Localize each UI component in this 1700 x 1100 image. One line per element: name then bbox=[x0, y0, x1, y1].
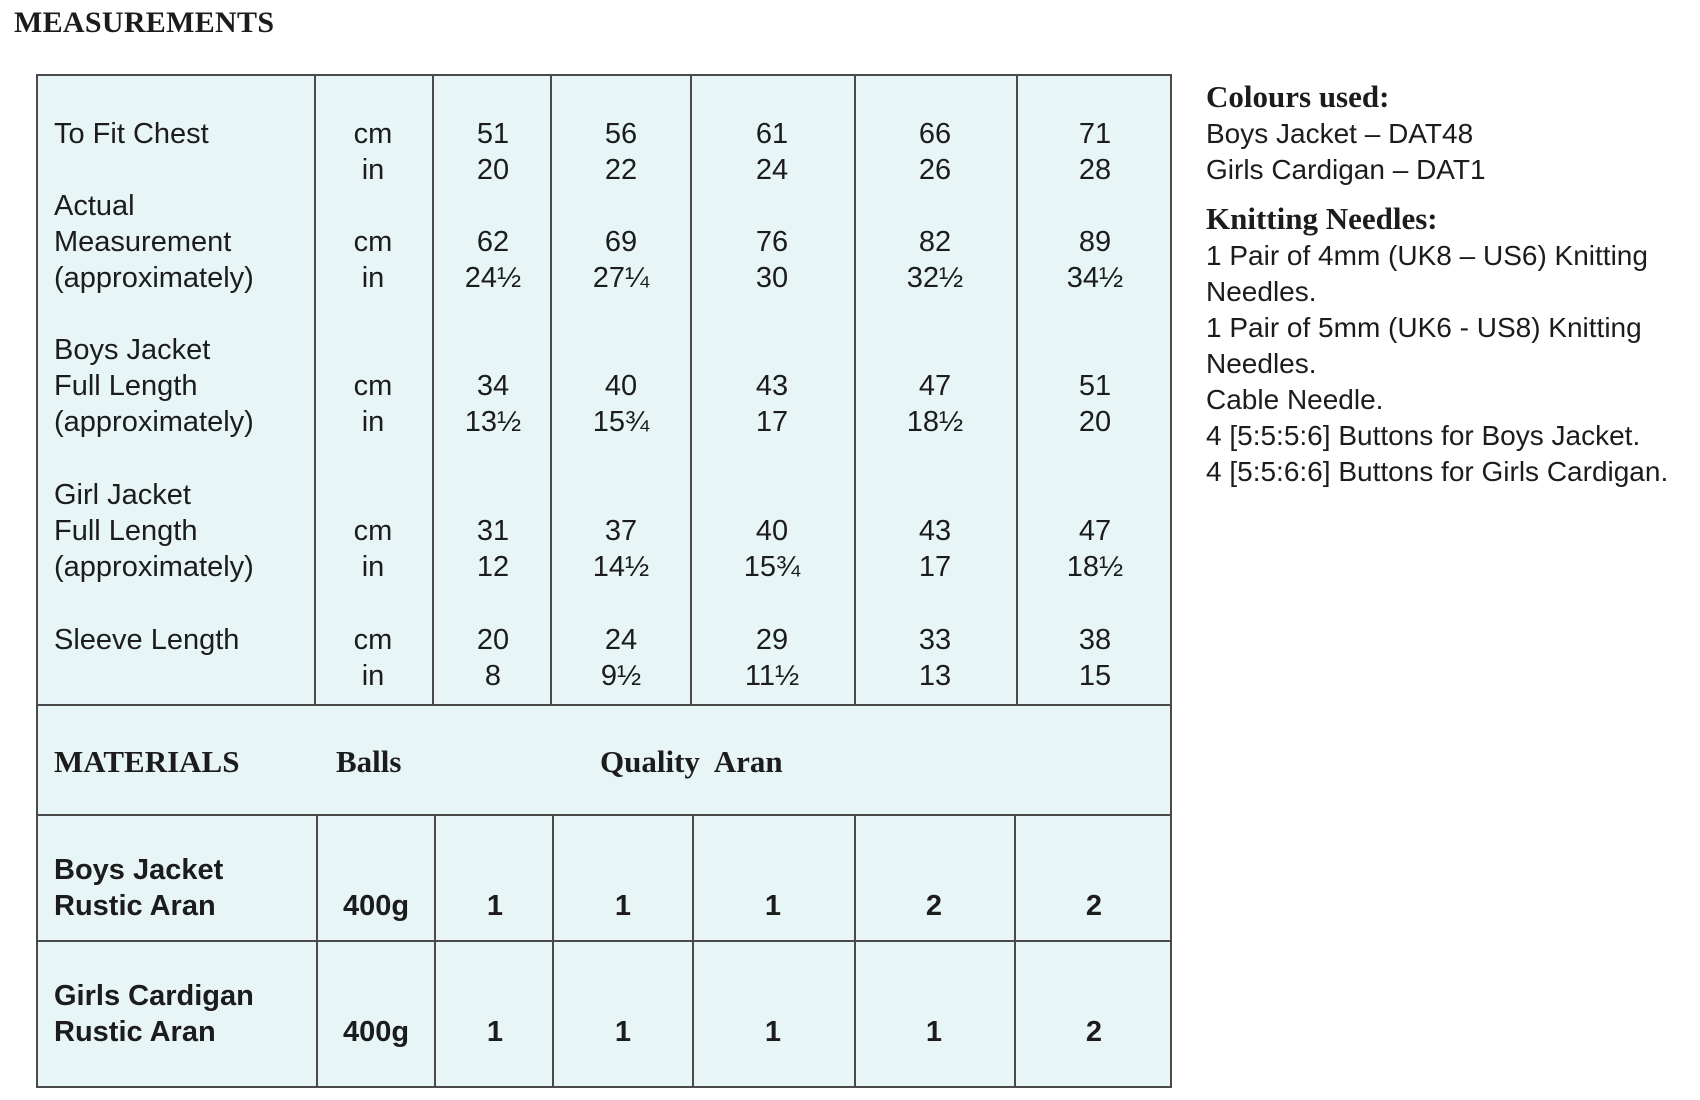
row-label: Actual Measurement (approximately) bbox=[54, 190, 254, 294]
divider bbox=[38, 940, 1170, 942]
value-cell: 33 13 bbox=[918, 624, 952, 692]
weight-cell: 400g bbox=[342, 1016, 410, 1048]
value-cell: 37 14½ bbox=[592, 515, 650, 583]
divider bbox=[854, 816, 856, 1086]
value-cell: 1 bbox=[486, 890, 504, 922]
row-label: To Fit Chest bbox=[54, 118, 209, 150]
unit-cell: cm in bbox=[353, 515, 393, 583]
row-label: Boys Jacket Rustic Aran bbox=[54, 854, 224, 922]
row-label: Boys Jacket Full Length (approximately) bbox=[54, 334, 254, 438]
colour-line: Boys Jacket – DAT48 bbox=[1206, 118, 1474, 149]
value-cell: 1 bbox=[764, 890, 782, 922]
needles-heading: Knitting Needles: bbox=[1206, 201, 1438, 236]
needles-line: 1 Pair of 4mm (UK8 – US6) Knitting bbox=[1206, 240, 1648, 271]
value-cell: 1 bbox=[925, 1016, 943, 1048]
value-cell: 29 11½ bbox=[744, 624, 800, 692]
unit-cell: cm in bbox=[353, 370, 393, 438]
value-cell: 69 27¼ bbox=[592, 226, 650, 294]
materials-table bbox=[36, 816, 1172, 1088]
needles-line: Needles. bbox=[1206, 348, 1317, 379]
value-cell: 2 bbox=[925, 890, 943, 922]
value-cell: 51 20 bbox=[476, 118, 510, 186]
value-cell: 38 15 bbox=[1078, 624, 1112, 692]
value-cell: 1 bbox=[614, 1016, 632, 1048]
weight-cell: 400g bbox=[342, 890, 410, 922]
value-cell: 51 20 bbox=[1078, 370, 1112, 438]
value-cell: 47 18½ bbox=[906, 370, 964, 438]
unit-cell: cm in bbox=[353, 226, 393, 294]
value-cell: 89 34½ bbox=[1066, 226, 1124, 294]
divider bbox=[690, 76, 692, 704]
unit-cell: cm in bbox=[353, 118, 393, 186]
value-cell: 76 30 bbox=[755, 226, 789, 294]
needles-line: 4 [5:5:5:6] Buttons for Boys Jacket. bbox=[1206, 420, 1641, 451]
divider bbox=[314, 76, 316, 704]
materials-title: MATERIALS bbox=[54, 744, 240, 779]
divider bbox=[1014, 816, 1016, 1086]
value-cell: 2 bbox=[1085, 1016, 1103, 1048]
materials-header bbox=[36, 706, 1172, 816]
unit-cell: cm in bbox=[353, 624, 393, 692]
divider bbox=[1016, 76, 1018, 704]
value-cell: 40 15¾ bbox=[592, 370, 650, 438]
value-cell: 43 17 bbox=[755, 370, 789, 438]
needles-line: Needles. bbox=[1206, 276, 1317, 307]
colour-line: Girls Cardigan – DAT1 bbox=[1206, 154, 1486, 185]
value-cell: 1 bbox=[614, 890, 632, 922]
value-cell: 47 18½ bbox=[1066, 515, 1124, 583]
needles-line: Cable Needle. bbox=[1206, 384, 1384, 415]
value-cell: 20 8 bbox=[476, 624, 510, 692]
measurements-table bbox=[36, 74, 1172, 706]
value-cell: 82 32½ bbox=[906, 226, 964, 294]
value-cell: 61 24 bbox=[755, 118, 789, 186]
value-cell: 34 13½ bbox=[464, 370, 522, 438]
row-label: Girls Cardigan Rustic Aran bbox=[54, 980, 254, 1048]
page-title: MEASUREMENTS bbox=[14, 6, 275, 39]
divider bbox=[692, 816, 694, 1086]
divider bbox=[854, 76, 856, 704]
row-label: Sleeve Length bbox=[54, 624, 240, 656]
value-cell: 1 bbox=[764, 1016, 782, 1048]
colours-heading: Colours used: bbox=[1206, 79, 1390, 114]
value-cell: 66 26 bbox=[918, 118, 952, 186]
side-notes bbox=[1206, 78, 1696, 490]
value-cell: 43 17 bbox=[918, 515, 952, 583]
quality-label: Quality Aran bbox=[600, 744, 783, 779]
row-label: Girl Jacket Full Length (approximately) bbox=[54, 479, 254, 583]
needles-line: 1 Pair of 5mm (UK6 - US8) Knitting bbox=[1206, 312, 1642, 343]
value-cell: 62 24½ bbox=[464, 226, 522, 294]
needles-line: 4 [5:5:6:6] Buttons for Girls Cardigan. bbox=[1206, 456, 1669, 487]
value-cell: 1 bbox=[486, 1016, 504, 1048]
value-cell: 2 bbox=[1085, 890, 1103, 922]
value-cell: 31 12 bbox=[476, 515, 510, 583]
value-cell: 56 22 bbox=[604, 118, 638, 186]
value-cell: 24 9½ bbox=[600, 624, 642, 692]
value-cell: 40 15¾ bbox=[743, 515, 801, 583]
value-cell: 71 28 bbox=[1078, 118, 1112, 186]
balls-label: Balls bbox=[336, 744, 402, 779]
